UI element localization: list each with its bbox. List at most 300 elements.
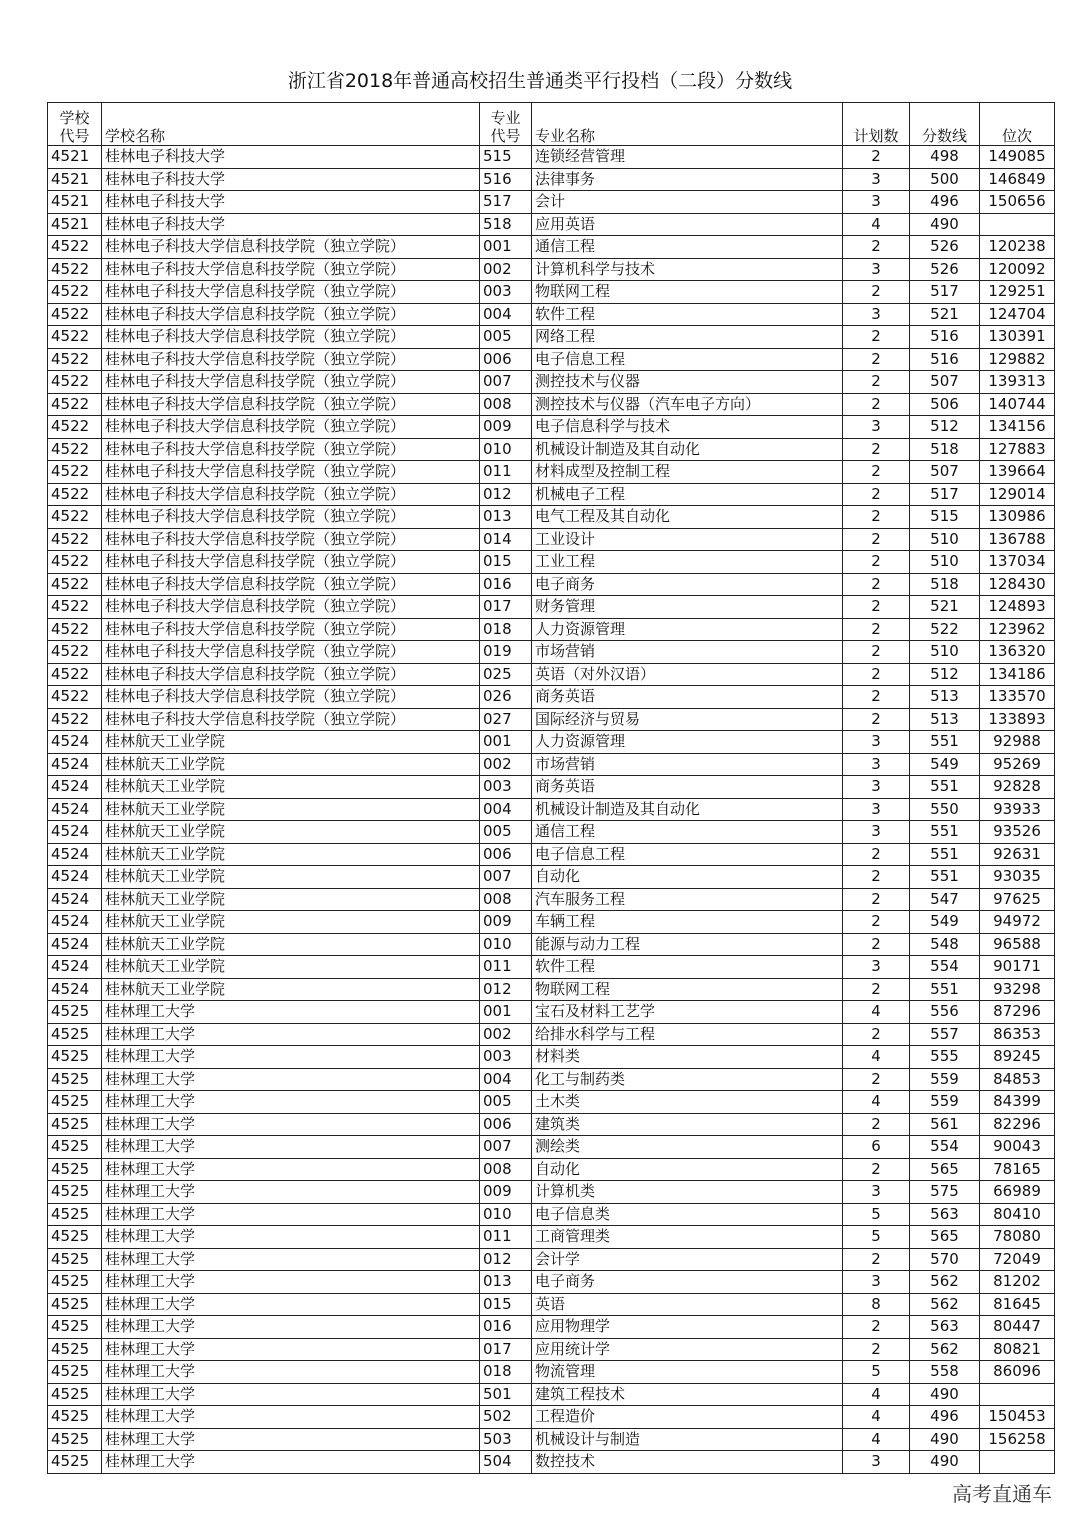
- cell-major-code: 012: [480, 978, 532, 1001]
- cell-school-name: 桂林航天工业学院: [102, 798, 480, 821]
- table-row: [48, 1136, 1055, 1159]
- cell-rank: 150453: [980, 1406, 1055, 1429]
- cell-major-name: 物联网工程: [532, 978, 843, 1001]
- table-row: [48, 281, 1055, 304]
- cell-plan: 3: [843, 1181, 910, 1204]
- cell-major-name: 材料类: [532, 1046, 843, 1069]
- cell-school-name: 桂林电子科技大学信息科技学院（独立学院）: [102, 461, 480, 484]
- cell-major-code: 013: [480, 506, 532, 529]
- table-row: [48, 461, 1055, 484]
- cell-major-code: 015: [480, 551, 532, 574]
- cell-school-code: 4525: [48, 1158, 102, 1181]
- cell-school-code: 4524: [48, 753, 102, 776]
- table-row: [48, 146, 1055, 169]
- cell-plan: 3: [843, 416, 910, 439]
- cell-major-name: 商务英语: [532, 776, 843, 799]
- cell-school-name: 桂林电子科技大学信息科技学院（独立学院）: [102, 236, 480, 259]
- cell-major-code: 518: [480, 213, 532, 236]
- table-row: [48, 1046, 1055, 1069]
- cell-plan: 2: [843, 596, 910, 619]
- cell-plan: 2: [843, 1316, 910, 1339]
- cell-school-code: 4525: [48, 1001, 102, 1024]
- cell-score: 517: [910, 483, 980, 506]
- cell-plan: 3: [843, 1271, 910, 1294]
- cell-major-name: 机械设计制造及其自动化: [532, 438, 843, 461]
- cell-school-name: 桂林理工大学: [102, 1316, 480, 1339]
- cell-score: 549: [910, 753, 980, 776]
- cell-plan: 4: [843, 1383, 910, 1406]
- cell-score: 549: [910, 911, 980, 934]
- cell-score: 496: [910, 191, 980, 214]
- table-row: [48, 798, 1055, 821]
- header-major-code-line2: 代号: [490, 127, 521, 145]
- table-row: [48, 888, 1055, 911]
- table-row: [48, 1316, 1055, 1339]
- cell-school-code: 4522: [48, 393, 102, 416]
- cell-score: 510: [910, 551, 980, 574]
- cell-score: 510: [910, 528, 980, 551]
- table-row: [48, 1158, 1055, 1181]
- cell-school-name: 桂林理工大学: [102, 1203, 480, 1226]
- cell-plan: 5: [843, 1226, 910, 1249]
- cell-school-code: 4524: [48, 821, 102, 844]
- cell-major-code: 014: [480, 528, 532, 551]
- cell-school-name: 桂林电子科技大学信息科技学院（独立学院）: [102, 641, 480, 664]
- cell-major-code: 006: [480, 843, 532, 866]
- cell-plan: 2: [843, 461, 910, 484]
- cell-major-code: 005: [480, 821, 532, 844]
- cell-school-code: 4525: [48, 1428, 102, 1451]
- cell-school-name: 桂林电子科技大学信息科技学院（独立学院）: [102, 618, 480, 641]
- cell-school-name: 桂林电子科技大学信息科技学院（独立学院）: [102, 371, 480, 394]
- cell-plan: 3: [843, 168, 910, 191]
- cell-school-code: 4521: [48, 191, 102, 214]
- cell-school-code: 4524: [48, 888, 102, 911]
- cell-major-name: 会计学: [532, 1248, 843, 1271]
- table-row: [48, 933, 1055, 956]
- cell-major-code: 004: [480, 798, 532, 821]
- cell-rank: 93035: [980, 866, 1055, 889]
- cell-rank: 134186: [980, 663, 1055, 686]
- cell-major-name: 商务英语: [532, 686, 843, 709]
- table-row: [48, 1338, 1055, 1361]
- table-row: [48, 956, 1055, 979]
- cell-rank: 90043: [980, 1136, 1055, 1159]
- cell-school-code: 4525: [48, 1136, 102, 1159]
- cell-major-code: 008: [480, 1158, 532, 1181]
- cell-major-name: 化工与制药类: [532, 1068, 843, 1091]
- cell-major-name: 电子信息类: [532, 1203, 843, 1226]
- cell-major-code: 007: [480, 866, 532, 889]
- cell-school-name: 桂林航天工业学院: [102, 933, 480, 956]
- cell-rank: 146849: [980, 168, 1055, 191]
- table-row: [48, 393, 1055, 416]
- cell-major-code: 015: [480, 1293, 532, 1316]
- cell-plan: 2: [843, 371, 910, 394]
- cell-major-code: 018: [480, 1361, 532, 1384]
- cell-plan: 2: [843, 348, 910, 371]
- watermark: 高考直通车: [952, 1482, 1052, 1506]
- table-row: [48, 641, 1055, 664]
- cell-major-code: 010: [480, 438, 532, 461]
- cell-rank: 90171: [980, 956, 1055, 979]
- cell-school-code: 4521: [48, 213, 102, 236]
- cell-major-name: 工商管理类: [532, 1226, 843, 1249]
- cell-school-name: 桂林理工大学: [102, 1361, 480, 1384]
- cell-plan: 4: [843, 213, 910, 236]
- cell-school-code: 4525: [48, 1293, 102, 1316]
- cell-plan: 8: [843, 1293, 910, 1316]
- cell-school-name: 桂林电子科技大学信息科技学院（独立学院）: [102, 416, 480, 439]
- cell-plan: 5: [843, 1361, 910, 1384]
- cell-school-name: 桂林电子科技大学信息科技学院（独立学院）: [102, 303, 480, 326]
- cell-rank: 133893: [980, 708, 1055, 731]
- cell-score: 512: [910, 663, 980, 686]
- cell-school-name: 桂林理工大学: [102, 1046, 480, 1069]
- header-school-name: 学校名称: [102, 103, 480, 146]
- table-row: [48, 1203, 1055, 1226]
- cell-major-name: 测绘类: [532, 1136, 843, 1159]
- cell-score: 575: [910, 1181, 980, 1204]
- cell-school-name: 桂林电子科技大学: [102, 191, 480, 214]
- cell-rank: 124704: [980, 303, 1055, 326]
- table-row: [48, 1113, 1055, 1136]
- cell-major-code: 010: [480, 933, 532, 956]
- table-row: [48, 776, 1055, 799]
- table-row: [48, 1428, 1055, 1451]
- cell-plan: 2: [843, 528, 910, 551]
- cell-school-name: 桂林航天工业学院: [102, 731, 480, 754]
- cell-major-name: 电气工程及其自动化: [532, 506, 843, 529]
- cell-major-name: 通信工程: [532, 236, 843, 259]
- cell-school-name: 桂林电子科技大学信息科技学院（独立学院）: [102, 573, 480, 596]
- cell-school-name: 桂林电子科技大学信息科技学院（独立学院）: [102, 708, 480, 731]
- cell-major-name: 计算机类: [532, 1181, 843, 1204]
- cell-school-code: 4522: [48, 416, 102, 439]
- cell-rank: 134156: [980, 416, 1055, 439]
- header-school-code-line2: 代号: [59, 127, 90, 145]
- cell-school-code: 4525: [48, 1316, 102, 1339]
- table-body: [48, 146, 1055, 1474]
- cell-rank: 78080: [980, 1226, 1055, 1249]
- cell-school-code: 4524: [48, 978, 102, 1001]
- cell-school-name: 桂林理工大学: [102, 1338, 480, 1361]
- cell-school-code: 4522: [48, 258, 102, 281]
- cell-school-code: 4525: [48, 1091, 102, 1114]
- cell-rank: 139664: [980, 461, 1055, 484]
- cell-major-name: 软件工程: [532, 956, 843, 979]
- cell-school-code: 4522: [48, 303, 102, 326]
- cell-major-code: 025: [480, 663, 532, 686]
- cell-school-name: 桂林电子科技大学信息科技学院（独立学院）: [102, 393, 480, 416]
- cell-school-code: 4525: [48, 1406, 102, 1429]
- table-row: [48, 663, 1055, 686]
- cell-score: 516: [910, 326, 980, 349]
- cell-plan: 3: [843, 191, 910, 214]
- cell-major-code: 003: [480, 776, 532, 799]
- cell-school-code: 4522: [48, 551, 102, 574]
- cell-plan: 2: [843, 146, 910, 169]
- cell-plan: 2: [843, 933, 910, 956]
- cell-plan: 2: [843, 663, 910, 686]
- cell-rank: 94972: [980, 911, 1055, 934]
- cell-major-code: 010: [480, 1203, 532, 1226]
- cell-plan: 2: [843, 506, 910, 529]
- table-row: [48, 1023, 1055, 1046]
- cell-score: 563: [910, 1316, 980, 1339]
- cell-major-code: 009: [480, 911, 532, 934]
- cell-major-code: 027: [480, 708, 532, 731]
- cell-rank: 66989: [980, 1181, 1055, 1204]
- cell-rank: 81645: [980, 1293, 1055, 1316]
- cell-score: 516: [910, 348, 980, 371]
- cell-plan: 2: [843, 866, 910, 889]
- cell-major-name: 财务管理: [532, 596, 843, 619]
- cell-score: 562: [910, 1271, 980, 1294]
- cell-rank: 93298: [980, 978, 1055, 1001]
- cell-rank: 96588: [980, 933, 1055, 956]
- cell-rank: 72049: [980, 1248, 1055, 1271]
- cell-school-name: 桂林航天工业学院: [102, 843, 480, 866]
- cell-score: 496: [910, 1406, 980, 1429]
- cell-plan: 2: [843, 438, 910, 461]
- cell-plan: 4: [843, 1046, 910, 1069]
- cell-school-name: 桂林电子科技大学信息科技学院（独立学院）: [102, 348, 480, 371]
- cell-school-name: 桂林电子科技大学信息科技学院（独立学院）: [102, 596, 480, 619]
- cell-school-code: 4522: [48, 483, 102, 506]
- cell-plan: 2: [843, 1113, 910, 1136]
- cell-plan: 3: [843, 798, 910, 821]
- cell-rank: 139313: [980, 371, 1055, 394]
- header-major-code: [480, 103, 532, 146]
- cell-major-code: 004: [480, 303, 532, 326]
- cell-score: 550: [910, 798, 980, 821]
- cell-score: 526: [910, 258, 980, 281]
- cell-plan: 6: [843, 1136, 910, 1159]
- cell-major-code: 009: [480, 1181, 532, 1204]
- cell-major-code: 005: [480, 326, 532, 349]
- cell-rank: 156258: [980, 1428, 1055, 1451]
- cell-major-name: 工业设计: [532, 528, 843, 551]
- cell-major-code: 019: [480, 641, 532, 664]
- cell-score: 507: [910, 371, 980, 394]
- table-row: [48, 551, 1055, 574]
- cell-rank: 78165: [980, 1158, 1055, 1181]
- cell-school-code: 4522: [48, 573, 102, 596]
- cell-school-code: 4521: [48, 168, 102, 191]
- cell-school-code: 4525: [48, 1023, 102, 1046]
- cell-rank: 150656: [980, 191, 1055, 214]
- cell-score: 565: [910, 1226, 980, 1249]
- cell-rank: 84399: [980, 1091, 1055, 1114]
- cell-plan: 2: [843, 618, 910, 641]
- cell-school-code: 4524: [48, 798, 102, 821]
- table-row: [48, 1068, 1055, 1091]
- cell-score: 554: [910, 1136, 980, 1159]
- table-row: [48, 686, 1055, 709]
- header-school-code-line1: 学校: [59, 109, 90, 127]
- cell-rank: 93526: [980, 821, 1055, 844]
- cell-rank: 86096: [980, 1361, 1055, 1384]
- cell-rank: 128430: [980, 573, 1055, 596]
- cell-school-code: 4521: [48, 146, 102, 169]
- cell-major-code: 006: [480, 1113, 532, 1136]
- cell-score: 498: [910, 146, 980, 169]
- table-row: [48, 866, 1055, 889]
- cell-school-code: 4524: [48, 776, 102, 799]
- table-row: [48, 1091, 1055, 1114]
- cell-plan: 3: [843, 258, 910, 281]
- cell-rank: 92988: [980, 731, 1055, 754]
- cell-school-name: 桂林电子科技大学: [102, 213, 480, 236]
- cell-major-name: 电子信息工程: [532, 843, 843, 866]
- cell-school-code: 4522: [48, 438, 102, 461]
- cell-school-name: 桂林理工大学: [102, 1293, 480, 1316]
- table-row: [48, 213, 1055, 236]
- cell-plan: 4: [843, 1428, 910, 1451]
- cell-rank: 89245: [980, 1046, 1055, 1069]
- cell-rank: 92828: [980, 776, 1055, 799]
- cell-school-code: 4522: [48, 708, 102, 731]
- cell-school-code: 4522: [48, 461, 102, 484]
- cell-major-code: 013: [480, 1271, 532, 1294]
- cell-school-code: 4525: [48, 1361, 102, 1384]
- cell-major-name: 机械设计制造及其自动化: [532, 798, 843, 821]
- cell-school-code: 4524: [48, 933, 102, 956]
- cell-plan: 2: [843, 843, 910, 866]
- cell-rank: 80821: [980, 1338, 1055, 1361]
- cell-score: 551: [910, 821, 980, 844]
- cell-school-code: 4525: [48, 1203, 102, 1226]
- table-header: [48, 103, 1055, 146]
- cell-school-name: 桂林航天工业学院: [102, 821, 480, 844]
- cell-school-code: 4525: [48, 1248, 102, 1271]
- cell-school-name: 桂林理工大学: [102, 1383, 480, 1406]
- cell-school-code: 4525: [48, 1113, 102, 1136]
- score-table: [47, 102, 1055, 1474]
- cell-major-code: 517: [480, 191, 532, 214]
- cell-score: 557: [910, 1023, 980, 1046]
- header-rank: 位次: [980, 103, 1055, 146]
- cell-school-code: 4525: [48, 1451, 102, 1474]
- cell-major-name: 能源与动力工程: [532, 933, 843, 956]
- cell-rank: 123962: [980, 618, 1055, 641]
- cell-rank: 120238: [980, 236, 1055, 259]
- cell-major-code: 017: [480, 596, 532, 619]
- cell-score: 518: [910, 573, 980, 596]
- cell-score: 561: [910, 1113, 980, 1136]
- cell-school-code: 4525: [48, 1181, 102, 1204]
- cell-school-code: 4522: [48, 618, 102, 641]
- cell-major-name: 工程造价: [532, 1406, 843, 1429]
- cell-major-name: 应用统计学: [532, 1338, 843, 1361]
- table-row: [48, 1271, 1055, 1294]
- cell-major-name: 建筑类: [532, 1113, 843, 1136]
- cell-school-name: 桂林电子科技大学信息科技学院（独立学院）: [102, 483, 480, 506]
- table-row: [48, 1361, 1055, 1384]
- cell-major-name: 物流管理: [532, 1361, 843, 1384]
- cell-major-name: 电子信息工程: [532, 348, 843, 371]
- cell-school-code: 4522: [48, 506, 102, 529]
- cell-plan: 2: [843, 551, 910, 574]
- cell-plan: 3: [843, 776, 910, 799]
- cell-school-code: 4522: [48, 663, 102, 686]
- cell-score: 565: [910, 1158, 980, 1181]
- table-row: [48, 528, 1055, 551]
- cell-major-code: 009: [480, 416, 532, 439]
- cell-score: 570: [910, 1248, 980, 1271]
- cell-school-name: 桂林航天工业学院: [102, 911, 480, 934]
- table-row: [48, 573, 1055, 596]
- cell-major-code: 504: [480, 1451, 532, 1474]
- cell-plan: 2: [843, 978, 910, 1001]
- cell-major-code: 018: [480, 618, 532, 641]
- page-title: 浙江省2018年普通高校招生普通类平行投档（二段）分数线: [287, 70, 793, 92]
- cell-school-name: 桂林电子科技大学信息科技学院（独立学院）: [102, 663, 480, 686]
- cell-score: 490: [910, 1428, 980, 1451]
- cell-school-name: 桂林理工大学: [102, 1226, 480, 1249]
- cell-major-name: 连锁经营管理: [532, 146, 843, 169]
- table-row: [48, 911, 1055, 934]
- cell-major-code: 003: [480, 1046, 532, 1069]
- cell-major-name: 建筑工程技术: [532, 1383, 843, 1406]
- cell-major-name: 测控技术与仪器（汽车电子方向）: [532, 393, 843, 416]
- cell-school-name: 桂林电子科技大学信息科技学院（独立学院）: [102, 438, 480, 461]
- cell-major-name: 人力资源管理: [532, 618, 843, 641]
- cell-score: 500: [910, 168, 980, 191]
- cell-major-name: 宝石及材料工艺学: [532, 1001, 843, 1024]
- cell-score: 521: [910, 303, 980, 326]
- cell-major-code: 002: [480, 1023, 532, 1046]
- header-major-code-line1: 专业: [490, 109, 521, 127]
- cell-school-code: 4525: [48, 1068, 102, 1091]
- cell-major-code: 007: [480, 371, 532, 394]
- cell-school-code: 4522: [48, 528, 102, 551]
- cell-rank: 84853: [980, 1068, 1055, 1091]
- cell-major-name: 土木类: [532, 1091, 843, 1114]
- cell-major-code: 516: [480, 168, 532, 191]
- table-row: [48, 236, 1055, 259]
- cell-school-code: 4522: [48, 326, 102, 349]
- cell-school-code: 4525: [48, 1383, 102, 1406]
- cell-plan: 3: [843, 821, 910, 844]
- header-school-code: [48, 103, 102, 146]
- table-row: [48, 1451, 1055, 1474]
- cell-school-code: 4525: [48, 1226, 102, 1249]
- cell-score: 551: [910, 731, 980, 754]
- cell-major-name: 市场营销: [532, 753, 843, 776]
- cell-school-code: 4524: [48, 866, 102, 889]
- cell-score: 515: [910, 506, 980, 529]
- cell-school-code: 4524: [48, 911, 102, 934]
- cell-rank: 95269: [980, 753, 1055, 776]
- cell-major-name: 汽车服务工程: [532, 888, 843, 911]
- cell-score: 551: [910, 978, 980, 1001]
- cell-rank: 87296: [980, 1001, 1055, 1024]
- cell-rank: 81202: [980, 1271, 1055, 1294]
- table-row: [48, 1226, 1055, 1249]
- header-plan: 计划数: [843, 103, 910, 146]
- cell-plan: 2: [843, 888, 910, 911]
- cell-school-code: 4522: [48, 236, 102, 259]
- table-row: [48, 438, 1055, 461]
- cell-score: 521: [910, 596, 980, 619]
- cell-plan: 3: [843, 753, 910, 776]
- cell-rank: [980, 213, 1055, 236]
- table-row: [48, 753, 1055, 776]
- cell-score: 512: [910, 416, 980, 439]
- table-row: [48, 1293, 1055, 1316]
